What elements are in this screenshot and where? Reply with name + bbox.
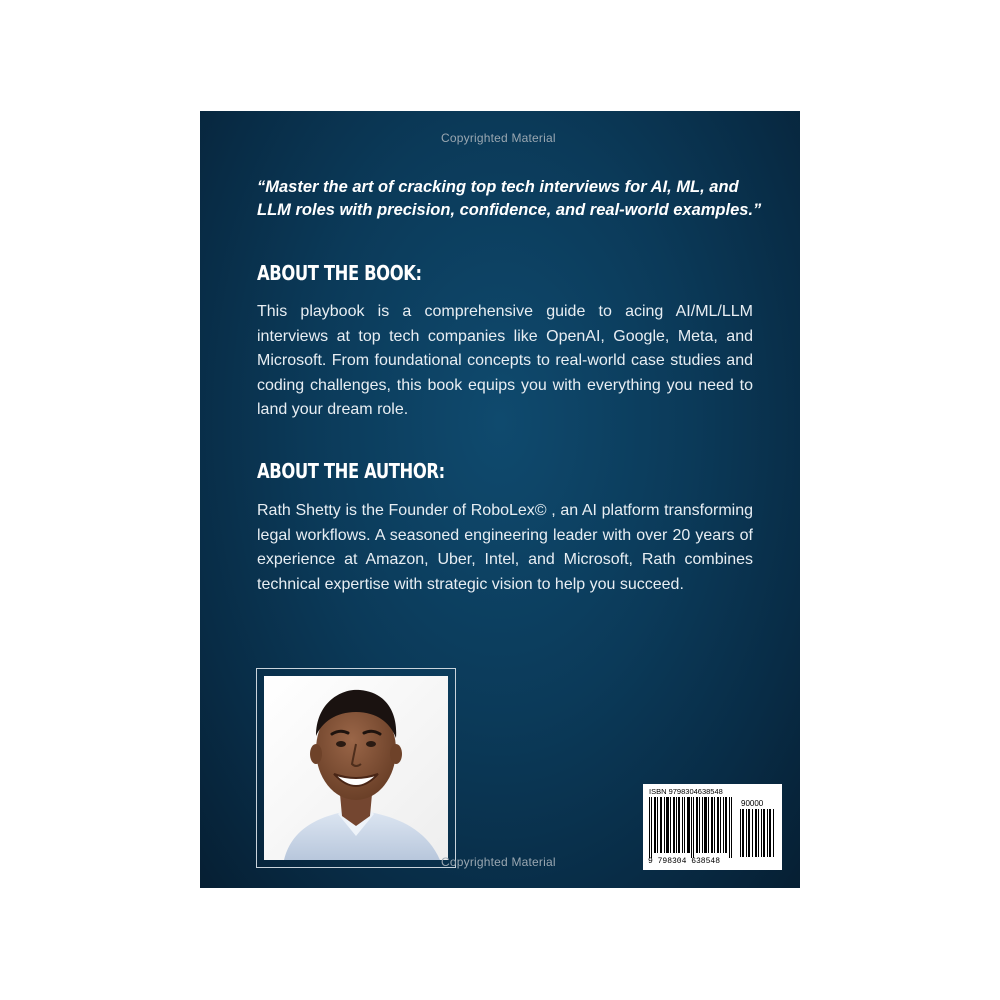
about-author-text: Rath Shetty is the Founder of RoboLex© , an AI platform transforming legal workflows. A seasoned engineering leader with over 20 years of experience at Amazon, Uber, Intel, and Microsoft, Rath combines technical expertise with strategic vision to help you succeed. bbox=[257, 502, 753, 593]
barcode-number: 9 798304 638548 bbox=[648, 857, 721, 866]
price-code: 90000 bbox=[741, 799, 764, 808]
copyright-watermark-top: Copyrighted Material bbox=[441, 131, 556, 145]
cover-quote: “Master the art of cracking top tech interviews for AI, ML, and LLM roles with precision, confidence, and real-world examples.” bbox=[257, 178, 762, 219]
author-photo bbox=[264, 676, 448, 860]
about-book-text: This playbook is a comprehensive guide to acing AI/ML/LLM interviews at top tech companies like OpenAI, Google, Meta, and Microsoft. From foundational concepts to real-world case studies and coding challenges, this book equips you with everything you need to land your dream role. bbox=[257, 303, 753, 418]
author-portrait-illustration bbox=[264, 676, 448, 860]
book-back-cover bbox=[200, 111, 800, 888]
isbn-barcode bbox=[643, 784, 782, 870]
copyright-watermark-bottom: Copyrighted Material bbox=[441, 855, 556, 869]
about-author-heading: ABOUT THE AUTHOR: bbox=[257, 459, 445, 483]
about-book-heading: ABOUT THE BOOK: bbox=[257, 261, 422, 285]
author-photo-frame bbox=[256, 668, 456, 868]
isbn-label: ISBN 9798304638548 bbox=[649, 787, 723, 796]
